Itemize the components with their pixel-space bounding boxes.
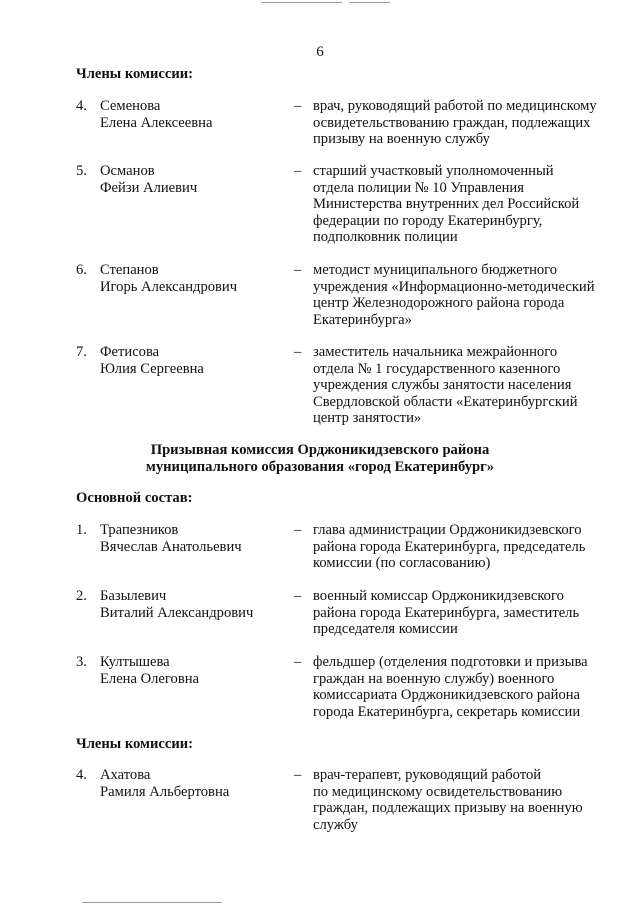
role-line: федерации по городу Екатеринбургу, [313,212,543,229]
member-role [313,262,613,328]
member-given-name: Юлия Сергеевна [100,360,204,377]
role-line: призыву на военную службу [313,131,490,147]
member-role [313,767,613,833]
member-surname: Семенова [100,98,161,114]
role-line: Свердловской области «Екатеринбургский [313,393,578,410]
member-dash: – [294,654,302,670]
commission-title [0,442,640,475]
member-number: 2. [76,588,87,604]
member-number: 7. [76,344,87,360]
member-dash: – [294,163,302,179]
member-surname: Трапезников [100,522,179,538]
role-line: комиссариата Орджоникидзевского района [313,687,581,703]
role-line: военный комиссар Орджоникидзевского [313,588,564,604]
member-number: 4. [76,767,87,783]
role-line: центр занятости» [313,410,422,426]
members-heading-2: Члены комиссии: [76,736,194,752]
role-line: службу [313,816,358,833]
member-number: 1. [76,522,87,538]
role-line: освидетельствованию граждан, подлежащих [313,114,591,131]
role-line: граждан, подлежащих призыву на военную [313,800,583,816]
member-number: 4. [76,98,87,114]
role-line: председателя комиссии [313,621,458,637]
member-name [100,767,300,800]
page-number: 6 [316,44,324,60]
role-line: центр Железнодорожного района города [313,295,565,311]
member-surname: Фетисова [100,344,160,360]
member-name [100,654,300,687]
member-name [100,588,300,621]
member-dash: – [294,344,302,360]
member-dash: – [294,262,302,278]
scan-artifact-top-2 [350,2,390,3]
member-number: 5. [76,163,87,179]
role-line: подполковник полиции [313,229,458,245]
member-name [100,344,300,377]
member-surname: Ахатова [100,767,151,783]
member-given-name: Игорь Александрович [100,278,238,295]
member-role [313,163,613,246]
scan-artifact-bottom [82,902,222,903]
member-surname: Базылевич [100,588,167,604]
role-line: учреждения «Информационно-методический [313,278,595,295]
scan-artifact-top [262,2,342,3]
member-name [100,262,300,295]
role-line: Министерства внутренних дел Российской [313,196,580,212]
member-given-name: Вячеслав Анатольевич [100,538,242,555]
member-given-name: Фейзи Алиевич [100,179,198,196]
role-line: города Екатеринбурга, секретарь комиссии [313,703,581,720]
member-name [100,98,300,131]
member-given-name: Елена Алексеевна [100,114,213,131]
role-line: района города Екатеринбурга, председатель [313,538,586,555]
role-line: Екатеринбурга» [313,311,412,328]
member-role [313,654,613,720]
member-number: 6. [76,262,87,278]
role-line: граждан на военную службу) военного [313,670,555,687]
member-given-name: Рамиля Альбертовна [100,783,230,800]
role-line: комиссии (по согласованию) [313,555,491,571]
role-line: района города Екатеринбурга, заместитель [313,604,580,621]
member-role [313,588,613,638]
member-dash: – [294,588,302,604]
member-surname: Османов [100,163,155,179]
member-role [313,344,613,427]
role-line: учреждения службы занятости населения [313,377,572,393]
main-composition-heading: Основной состав: [76,490,193,506]
role-line: старший участковый уполномоченный [313,163,554,179]
member-number: 3. [76,654,87,670]
member-name [100,163,300,196]
role-line: по медицинскому освидетельствованию [313,783,563,800]
member-role [313,98,613,148]
role-line: врач-терапевт, руководящий работой [313,767,542,783]
role-line: отдела № 1 государственного казенного [313,360,561,377]
member-dash: – [294,767,302,783]
role-line: заместитель начальника межрайонного [313,344,558,360]
members-heading-1: Члены комиссии: [76,66,194,82]
member-given-name: Виталий Александрович [100,604,254,621]
member-surname: Култышева [100,654,170,670]
member-name [100,522,300,555]
member-dash: – [294,522,302,538]
commission-title-line: Призывная комиссия Орджоникидзевского района [150,442,490,458]
role-line: отдела полиции № 10 Управления [313,179,524,196]
role-line: глава администрации Орджоникидзевского [313,522,582,538]
role-line: врач, руководящий работой по медицинскому [313,98,597,114]
role-line: фельдшер (отделения подготовки и призыва [313,654,588,670]
role-line: методист муниципального бюджетного [313,262,558,278]
member-role [313,522,613,572]
commission-title-line: муниципального образования «город Екатеринбург» [145,458,495,475]
member-surname: Степанов [100,262,159,278]
member-given-name: Елена Олеговна [100,670,200,687]
member-dash: – [294,98,302,114]
